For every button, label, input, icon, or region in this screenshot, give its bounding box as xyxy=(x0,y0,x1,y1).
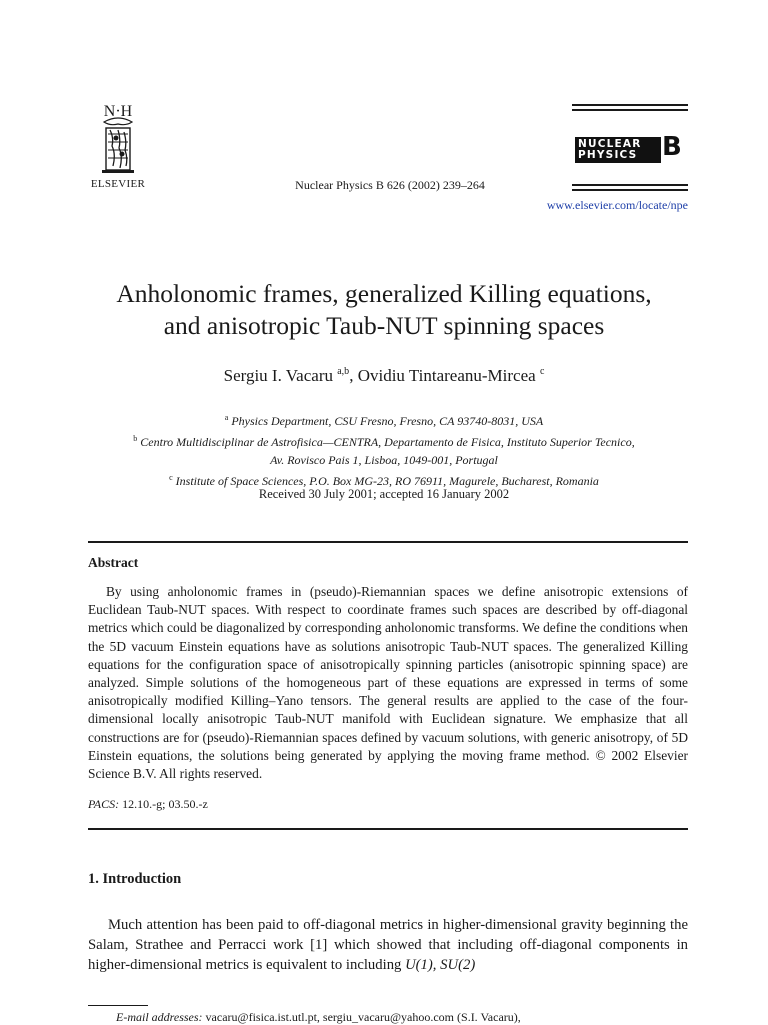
affiliation xyxy=(60,430,708,451)
elsevier-logo xyxy=(86,100,150,195)
publisher-monogram: N·H xyxy=(103,103,133,120)
abstract-text: By using anholonomic frames in (pseudo)-Riemannian spaces we define anisotropic extensions of Euclidean Taub-NUT spaces. With respect to coordinate frames such spaces are described by off-diagonal metrics which could be diagonalized by corresponding anholonomic transforms. We define the conditions when the 5D vacuum Einstein equations have as solutions anisotropic Taub-NUT spaces. The generalized Killing equations for the configuration space of anisotropically spinning particles (anisotropic spinning space) are analyzed. Simple solutions of the homogeneous part of these equations are expressed in terms of some anisotropically modified Killing–Yano tensors. The general results are applied to the case of the four-dimensional locally anisotropic Taub-NUT manifold with Euclidean signature. We emphasize that all constructions are for (pseudo)-Riemannian spaces defined by vacuum solutions, with generic anisotropy, of 5D Einstein equations, the solutions being generated by applying the moving frame method. © 2002 Elsevier Science B.V. All rights reserved. xyxy=(88,584,688,782)
journal-logo-line2: PHYSICS xyxy=(578,149,638,161)
affiliation-continued: Av. Rovisco Pais 1, Lisboa, 1049-001, Portugal xyxy=(270,453,498,467)
author-separator: , xyxy=(349,366,358,385)
introduction-text: Much attention has been paid to off-diagonal metrics in higher-dimensional gravity beginning the Salam, Strathee and Perracci work [1] which showed that including off-diagonal components in higher-dimensional metrics is equivalent to including xyxy=(88,917,688,973)
footnote-label: E-mail addresses: xyxy=(116,1010,203,1024)
abstract-bottom-rule xyxy=(88,828,688,830)
title-line: Anholonomic frames, generalized Killing equations, xyxy=(116,279,652,308)
received-dates: Received 30 July 2001; accepted 16 January 2002 xyxy=(258,487,510,501)
section-heading-introduction: 1. Introduction xyxy=(88,871,182,887)
affiliation-text: Institute of Space Sciences, P.O. Box MG-23, RO 76911, Magurele, Bucharest, Romania xyxy=(175,474,599,488)
pacs-label: PACS: xyxy=(88,797,120,811)
abstract-top-rule xyxy=(88,541,688,543)
author-affiliation-mark: a,b xyxy=(337,366,350,377)
introduction-paragraph xyxy=(88,915,688,975)
publisher-name: ELSEVIER xyxy=(90,178,146,190)
abstract-heading: Abstract xyxy=(88,555,139,570)
footnote-rule xyxy=(88,1005,148,1006)
logo-rule xyxy=(572,104,688,106)
logo-rule xyxy=(572,109,688,111)
journal-logo-line1: NUCLEAR xyxy=(578,138,642,150)
author-name: Sergiu I. Vacaru xyxy=(223,366,333,385)
affiliation xyxy=(60,409,708,430)
pacs-codes xyxy=(88,797,208,812)
affiliations xyxy=(60,409,708,490)
journal-reference: Nuclear Physics B 626 (2002) 239–264 xyxy=(295,178,485,192)
affiliation-mark: a xyxy=(224,413,229,422)
journal-logo-box xyxy=(575,137,661,163)
affiliation-mark: b xyxy=(133,434,138,443)
elsevier-tree-icon xyxy=(86,100,150,176)
logo-rule xyxy=(572,184,688,186)
pacs-value: 12.10.-g; 03.50.-z xyxy=(119,797,208,811)
introduction-math: U(1), SU(2) xyxy=(405,957,476,973)
affiliation-text: Centro Multidisciplinar de Astrofisica—CENTRA, Departamento de Fisica, Instituto Superior Tecnico, xyxy=(140,435,635,449)
article-title xyxy=(60,278,708,342)
affiliation-text: Physics Department, CSU Fresno, Fresno, CA 93740-8031, USA xyxy=(231,414,544,428)
footnote xyxy=(88,1010,688,1025)
author-list xyxy=(60,366,708,386)
footnote-email-text[interactable]: vacaru@fisica.ist.utl.pt, sergiu_vacaru@yahoo.com (S.I. Vacaru), xyxy=(202,1010,521,1024)
title-line: and anisotropic Taub-NUT spinning spaces xyxy=(163,311,605,340)
journal-url-link[interactable]: www.elsevier.com/locate/npe xyxy=(546,198,688,212)
journal-logo xyxy=(572,104,688,194)
author-affiliation-mark: c xyxy=(539,366,545,377)
logo-rule xyxy=(572,189,688,191)
author-name: Ovidiu Tintareanu-Mircea xyxy=(357,366,536,385)
journal-logo-letter: B xyxy=(662,132,682,162)
affiliation-mark: c xyxy=(169,473,173,482)
